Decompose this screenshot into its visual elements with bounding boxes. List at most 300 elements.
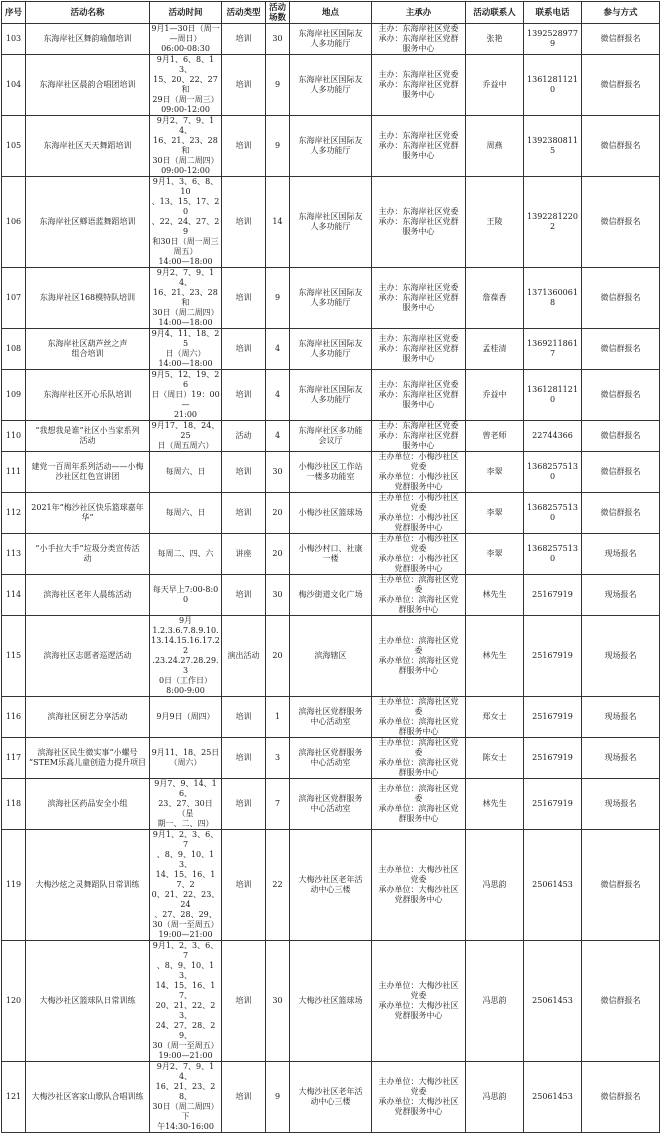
contact-phone: 13692118617: [524, 329, 582, 370]
contact-person: 郑女士: [466, 697, 524, 738]
activity-count: 20: [266, 534, 290, 575]
organizer-line: 服务中心: [402, 44, 435, 53]
contact-person: 曾老师: [466, 421, 524, 452]
organizer-line: 承办单位：大梅沙社区: [378, 1001, 459, 1010]
activity-type: 活动: [222, 421, 266, 452]
header-activity-time: 活动时间: [150, 2, 222, 24]
participation-method: 微信群报名: [582, 830, 660, 941]
activity-time: [150, 697, 222, 738]
activity-location-line: 东海岸社区国际友: [298, 136, 363, 145]
activity-name-line: “小手拉大手”垃圾分类宣传活: [35, 544, 140, 553]
activity-location: [290, 24, 372, 55]
activity-time-line: 日（周五周六）: [157, 441, 214, 450]
activity-type: 培训: [222, 116, 266, 177]
activity-location-line: 滨海社区党群服务: [298, 794, 363, 803]
contact-person: 林先生: [466, 779, 524, 830]
activity-count: 4: [266, 421, 290, 452]
activity-name: [26, 493, 150, 534]
activity-time-line: 9月2、7、9、14、: [156, 116, 215, 135]
organizer-line: 承办：东海岸社区党群: [378, 431, 459, 440]
activity-name: [26, 177, 150, 268]
table-body: [2, 24, 660, 1133]
activity-time: [150, 534, 222, 575]
activity-count: 30: [266, 24, 290, 55]
organizer-line: 主办单位：滨海社区党: [378, 575, 459, 584]
organizer: [372, 329, 466, 370]
activity-count: 9: [266, 55, 290, 116]
participation-method: 现场报名: [582, 779, 660, 830]
activity-time-line: 9月: [178, 616, 193, 625]
activity-count: 20: [266, 493, 290, 534]
contact-phone: 25167919: [524, 779, 582, 830]
activity-type: 培训: [222, 1062, 266, 1133]
activity-time: [150, 177, 222, 268]
activity-location-line: 东海岸社区国际友: [298, 288, 363, 297]
table-row: [2, 24, 660, 55]
activity-name-line: 动: [83, 554, 92, 563]
row-number: 117: [2, 738, 26, 779]
organizer: [372, 616, 466, 697]
row-number: 103: [2, 24, 26, 55]
organizer-line: 主办：东海岸社区党委: [378, 207, 459, 216]
activity-type: 培训: [222, 575, 266, 616]
organizer: [372, 1062, 466, 1133]
table-row: [2, 616, 660, 697]
activity-location: [290, 329, 372, 370]
organizer-line: 承办：东海岸社区党群: [378, 80, 459, 89]
participation-method: 微信群报名: [582, 116, 660, 177]
activity-time: [150, 24, 222, 55]
activity-name-line: “我想我是谁”社区小当家系列: [35, 426, 140, 435]
activity-name-line: 沙社区红色宣讲团: [55, 472, 120, 481]
activity-location: [290, 268, 372, 329]
participation-method: 微信群报名: [582, 421, 660, 452]
activity-time-line: 、27、28、29、: [154, 910, 217, 919]
table-row: [2, 697, 660, 738]
activity-time: [150, 493, 222, 534]
activity-time: [150, 830, 222, 941]
activity-count: 4: [266, 329, 290, 370]
activity-time-line: 30日（周二周四）: [152, 308, 219, 317]
activity-location-line: 小梅沙社区篮球场: [298, 508, 363, 517]
activity-count: 7: [266, 779, 290, 830]
activity-time: [150, 329, 222, 370]
contact-phone: 13612811210: [524, 370, 582, 421]
contact-person: 孟桂清: [466, 329, 524, 370]
activity-time-line: 09:00-12:00: [161, 105, 210, 114]
activity-location-line: 东海岸社区国际友: [298, 29, 363, 38]
organizer-line: 主办：东海岸社区党委: [378, 334, 459, 343]
header-activity-name: 活动名称: [26, 2, 150, 24]
row-number: 118: [2, 779, 26, 830]
organizer-line: 主办单位：滨海社区党: [378, 636, 459, 645]
activity-time-line: 06:00-08:30: [161, 44, 210, 53]
organizer-line: 党群服务中心: [394, 1107, 443, 1116]
organizer-line: 群服务中心: [398, 727, 439, 736]
organizer-line: 党群服务中心: [394, 895, 443, 904]
organizer-line: 承办单位：大梅沙社区: [378, 885, 459, 894]
organizer-line: 承办：东海岸社区党群: [378, 293, 459, 302]
participation-method: 现场报名: [582, 534, 660, 575]
activity-name: [26, 830, 150, 941]
activity-location-line: 滨海社区党群服务: [298, 707, 363, 716]
table-row: [2, 738, 660, 779]
contact-phone: 13925289779: [524, 24, 582, 55]
organizer-line: 党群服务中心: [394, 482, 443, 491]
activity-time-line: 9月9日（周四）: [156, 712, 215, 721]
activity-name-line: 东海岸社区晨韵合唱团培训: [39, 80, 136, 89]
organizer-line: 委: [414, 748, 423, 757]
organizer: [372, 177, 466, 268]
organizer-line: 服务中心: [402, 400, 435, 409]
organizer-line: 承办单位：滨海社区党: [378, 758, 459, 767]
activity-location-line: 动中心三楼: [310, 1097, 351, 1106]
activity-name-line: 滨海社区老年人晨练活动: [43, 590, 132, 599]
activity-location-line: 人多功能厅: [310, 146, 351, 155]
contact-phone: 25167919: [524, 575, 582, 616]
row-number: 120: [2, 941, 26, 1062]
activity-count: 9: [266, 1062, 290, 1133]
activity-time-line: 13.14.15.16.17.22: [151, 636, 220, 655]
table-row: [2, 493, 660, 534]
activity-location: [290, 493, 372, 534]
row-number: 105: [2, 116, 26, 177]
activity-type: 培训: [222, 830, 266, 941]
organizer-line: 主办单位：大梅沙社区: [378, 981, 459, 990]
contact-phone: 13923808115: [524, 116, 582, 177]
organizer-line: 主办单位：小梅沙社区: [378, 534, 459, 543]
table-row: [2, 1062, 660, 1133]
table-row: [2, 55, 660, 116]
organizer: [372, 452, 466, 493]
organizer-line: 党委: [410, 462, 427, 471]
activity-type: 培训: [222, 697, 266, 738]
participation-method: 现场报名: [582, 575, 660, 616]
activity-name: [26, 24, 150, 55]
organizer-line: 服务中心: [402, 90, 435, 99]
activity-location-line: 东海岸社区多功能: [298, 426, 363, 435]
activity-time-line: 和30日（周一周三: [152, 237, 219, 246]
activity-time-line: 16、21、23、28、: [155, 1082, 216, 1101]
row-number: 107: [2, 268, 26, 329]
contact-phone: 25167919: [524, 616, 582, 697]
activity-location-line: 中心活动室: [310, 804, 351, 813]
contact-phone: 13922812202: [524, 177, 582, 268]
row-number: 112: [2, 493, 26, 534]
participation-method: 微信群报名: [582, 370, 660, 421]
header-phone: 联系电话: [524, 2, 582, 24]
organizer-line: 主办单位：滨海社区党: [378, 697, 459, 706]
activity-location-line: 人多功能厅: [310, 85, 351, 94]
organizer-line: 群服务中心: [398, 666, 439, 675]
organizer: [372, 534, 466, 575]
activity-time-line: 16、21、23、28和: [153, 136, 218, 155]
activity-name: [26, 1062, 150, 1133]
activity-location: [290, 177, 372, 268]
activity-name-line: 活动: [79, 436, 96, 445]
contact-phone: 13682575130: [524, 534, 582, 575]
activity-time-line: 14:00—18:00: [158, 318, 213, 327]
activity-type: 演出活动: [222, 616, 266, 697]
activity-time-line: 1.2.3.6.7.8.9.10.: [152, 626, 219, 635]
activity-location-line: 滨海社区党群服务: [298, 748, 363, 757]
organizer-line: 群服务中心: [398, 814, 439, 823]
activity-name: [26, 421, 150, 452]
row-number: 111: [2, 452, 26, 493]
activity-type: 培训: [222, 268, 266, 329]
table-row: [2, 830, 660, 941]
organizer-line: 承办单位：滨海社区党: [378, 656, 459, 665]
activity-name-line: 大梅沙社区客家山歌队合唱训练: [31, 1092, 144, 1101]
activity-time-line: 19:00—21:00: [158, 930, 213, 939]
row-number: 115: [2, 616, 26, 697]
organizer-line: 党群服务中心: [394, 523, 443, 532]
activity-time-line: 每周二、四、六: [157, 549, 214, 558]
organizer: [372, 575, 466, 616]
organizer-line: 服务中心: [402, 227, 435, 236]
contact-person: 周燕: [466, 116, 524, 177]
organizer-line: 主办单位：大梅沙社区: [378, 865, 459, 874]
table-row: [2, 177, 660, 268]
header-no: 序号: [2, 2, 26, 24]
organizer-line: 承办单位：小梅沙社区: [378, 513, 459, 522]
organizer-line: 承办单位：小梅沙社区: [378, 554, 459, 563]
organizer-line: 委: [414, 585, 423, 594]
activity-location-line: 一楼: [322, 554, 339, 563]
activity-location: [290, 452, 372, 493]
row-number: 121: [2, 1062, 26, 1133]
contact-person: 陈女士: [466, 738, 524, 779]
contact-person: 冯思韵: [466, 1062, 524, 1133]
organizer-line: 群服务中心: [398, 605, 439, 614]
activity-name-line: 建党一百周年系列活动——小梅: [31, 462, 144, 471]
activity-time: [150, 452, 222, 493]
activity-name: [26, 697, 150, 738]
contact-phone: 13713600618: [524, 268, 582, 329]
activity-location-line: 东海岸社区国际友: [298, 339, 363, 348]
activity-location: [290, 738, 372, 779]
organizer-line: 主办单位：小梅沙社区: [378, 452, 459, 461]
organizer: [372, 55, 466, 116]
activity-location: [290, 116, 372, 177]
activity-type: 培训: [222, 55, 266, 116]
participation-method: 现场报名: [582, 697, 660, 738]
table-row: [2, 534, 660, 575]
organizer-line: 党委: [410, 1087, 427, 1096]
activity-name-line: 滨海社区药品安全小组: [47, 799, 128, 808]
activity-location-line: 小梅沙村口、社康: [298, 544, 363, 553]
activity-name: [26, 116, 150, 177]
activity-time-line: 0日（工作日）: [158, 676, 213, 685]
organizer-line: 主办单位：滨海社区党: [378, 784, 459, 793]
header-contact-person: 活动联系人: [466, 2, 524, 24]
activity-time-line: 9月1、2、3、6、7: [152, 941, 219, 960]
row-number: 113: [2, 534, 26, 575]
contact-person: 林先生: [466, 575, 524, 616]
activity-name: [26, 452, 150, 493]
activity-location: [290, 779, 372, 830]
organizer-line: 党委: [410, 991, 427, 1000]
activity-time-line: 09:00-12:00: [161, 166, 210, 175]
organizer-line: 委: [414, 794, 423, 803]
organizer-line: 服务中心: [402, 354, 435, 363]
activity-time-line: 9月2、7、9、14、: [156, 1062, 215, 1081]
activity-time: [150, 268, 222, 329]
participation-method: 微信群报名: [582, 177, 660, 268]
activity-location-line: 梅沙街道文化广场: [298, 590, 363, 599]
activity-time-line: 每周六、日: [165, 508, 206, 517]
organizer-line: 服务中心: [402, 441, 435, 450]
activity-time-line: 30日（周二周四）下: [152, 1102, 219, 1121]
activity-time-line: 日（周日）19：00—: [151, 390, 220, 409]
header-activity-type: 活动类型: [222, 2, 266, 24]
activity-time-line: 午14:30-16:00: [157, 1122, 214, 1131]
organizer-line: 委: [414, 707, 423, 716]
organizer: [372, 493, 466, 534]
organizer-line: 党群服务中心: [394, 1011, 443, 1020]
activity-location-line: 大梅沙社区篮球场: [298, 996, 363, 1005]
activity-name-line: 滨海社区厨艺分享活动: [47, 712, 128, 721]
activity-time-line: 14、15、16、17、2: [155, 870, 216, 889]
activity-name: [26, 738, 150, 779]
organizer-line: 承办：东海岸社区党群: [378, 344, 459, 353]
activity-location-line: 人多功能厅: [310, 395, 351, 404]
activity-time-line: 24、27、28、29、: [155, 1021, 216, 1040]
activity-type: 培训: [222, 493, 266, 534]
activity-time-line: 9月4、11、18、25: [151, 329, 220, 348]
contact-person: 冯思韵: [466, 830, 524, 941]
organizer-line: 群服务中心: [398, 768, 439, 777]
activity-count: 4: [266, 370, 290, 421]
organizer: [372, 370, 466, 421]
activity-location-line: 东海岸社区国际友: [298, 75, 363, 84]
organizer-line: 党委: [410, 544, 427, 553]
organizer: [372, 24, 466, 55]
activity-time-line: 9月5、12、19、26: [151, 370, 220, 389]
activity-time-line: 21:00: [173, 410, 198, 419]
activity-location-line: 会议厅: [318, 436, 343, 445]
contact-phone: 25167919: [524, 738, 582, 779]
activity-location-line: 人多功能厅: [310, 298, 351, 307]
activity-time-line: 29日（周一周三）: [152, 95, 219, 104]
row-number: 104: [2, 55, 26, 116]
organizer: [372, 268, 466, 329]
organizer-line: 主办单位：滨海社区党: [378, 738, 459, 747]
table-header-row: [2, 2, 660, 24]
activity-time-line: 、22、24、27、29: [151, 217, 220, 236]
organizer-line: 承办单位：小梅沙社区: [378, 472, 459, 481]
activity-type: 培训: [222, 941, 266, 1062]
activity-time-line: 每天早上7:00-8:00: [152, 585, 219, 604]
table-row: [2, 268, 660, 329]
activity-name-line: 大梅沙社区篮球队日常训练: [39, 996, 136, 1005]
contact-phone: 25061453: [524, 941, 582, 1062]
activity-location: [290, 616, 372, 697]
contact-phone: 22744366: [524, 421, 582, 452]
activity-time-line: 14:00—18:00: [158, 257, 213, 266]
activity-time-line: 30（周一至周五）: [152, 920, 219, 929]
organizer-line: 主办：东海岸社区党委: [378, 380, 459, 389]
contact-person: 乔益中: [466, 55, 524, 116]
activity-location-line: 人多功能厅: [310, 39, 351, 48]
organizer-line: 承办：东海岸社区党群: [378, 34, 459, 43]
organizer: [372, 421, 466, 452]
activity-name-line: 2021年“梅沙社区快乐篮球嘉年: [31, 503, 144, 512]
table-row: [2, 575, 660, 616]
organizer-line: 主办：东海岸社区党委: [378, 131, 459, 140]
activity-count: 30: [266, 575, 290, 616]
activity-count: 3: [266, 738, 290, 779]
activity-time-line: 、8、9、10、13、: [156, 961, 215, 980]
activity-time-line: .23.24.27.28.29.3: [152, 656, 219, 675]
activity-location: [290, 421, 372, 452]
activity-location-line: 东海岸社区国际友: [298, 212, 363, 221]
activity-count: 30: [266, 452, 290, 493]
activity-name-line: ”STEM乐高儿童创造力提升项目: [29, 758, 146, 767]
activity-time-line: 9月11、18、25日: [151, 748, 220, 757]
activity-location: [290, 1062, 372, 1133]
table-row: [2, 452, 660, 493]
activity-type: 培训: [222, 779, 266, 830]
activity-count: 1: [266, 697, 290, 738]
activity-type: 培训: [222, 24, 266, 55]
activity-name: [26, 55, 150, 116]
organizer-line: 党委: [410, 503, 427, 512]
activity-time-line: 14、15、16、17、: [155, 981, 216, 1000]
activity-name-line: 东海岸社区168模特队培训: [39, 293, 136, 302]
organizer-line: 承办单位：大梅沙社区: [378, 1097, 459, 1106]
activity-count: 22: [266, 830, 290, 941]
participation-method: 现场报名: [582, 738, 660, 779]
activity-time-line: （周六）: [169, 758, 202, 767]
activity-location: [290, 55, 372, 116]
header-organizer: 主承办: [372, 2, 466, 24]
activity-time: [150, 941, 222, 1062]
activity-name-line: 大梅沙炫之灵舞蹈队日常训练: [35, 880, 140, 889]
organizer: [372, 779, 466, 830]
organizer-line: 服务中心: [402, 151, 435, 160]
activity-name: [26, 616, 150, 697]
table-row: [2, 941, 660, 1062]
activity-time-line: 23、27、30日（星: [158, 799, 213, 818]
contact-person: 张艳: [466, 24, 524, 55]
row-number: 114: [2, 575, 26, 616]
header-activity-count: 活动场数: [266, 2, 290, 24]
contact-phone: 13682575130: [524, 493, 582, 534]
participation-method: 微信群报名: [582, 329, 660, 370]
activity-name-line: 东海岸社区葫芦丝之声: [47, 339, 128, 348]
contact-person: 李翠: [466, 534, 524, 575]
organizer: [372, 116, 466, 177]
activity-time-line: 、13、15、17、20: [151, 197, 220, 216]
contact-phone: 25061453: [524, 1062, 582, 1133]
activity-location-line: 小梅沙社区工作站: [298, 462, 363, 471]
activity-name-line: 滨海社区民生微实事“小螺号: [37, 748, 138, 757]
header-participation-method: 参与方式: [582, 2, 660, 24]
activity-time-line: 16、21、23、28和: [153, 288, 218, 307]
activity-location: [290, 534, 372, 575]
activity-count: 14: [266, 177, 290, 268]
organizer-line: 主办：东海岸社区党委: [378, 283, 459, 292]
activity-time-line: —周日）: [169, 34, 202, 43]
activity-time-line: 每周六、日: [165, 467, 206, 476]
row-number: 109: [2, 370, 26, 421]
activity-location: [290, 370, 372, 421]
activity-type: 培训: [222, 370, 266, 421]
activity-location-line: 中心活动室: [310, 717, 351, 726]
organizer: [372, 697, 466, 738]
activity-location-line: 大梅沙社区老年活: [298, 875, 363, 884]
